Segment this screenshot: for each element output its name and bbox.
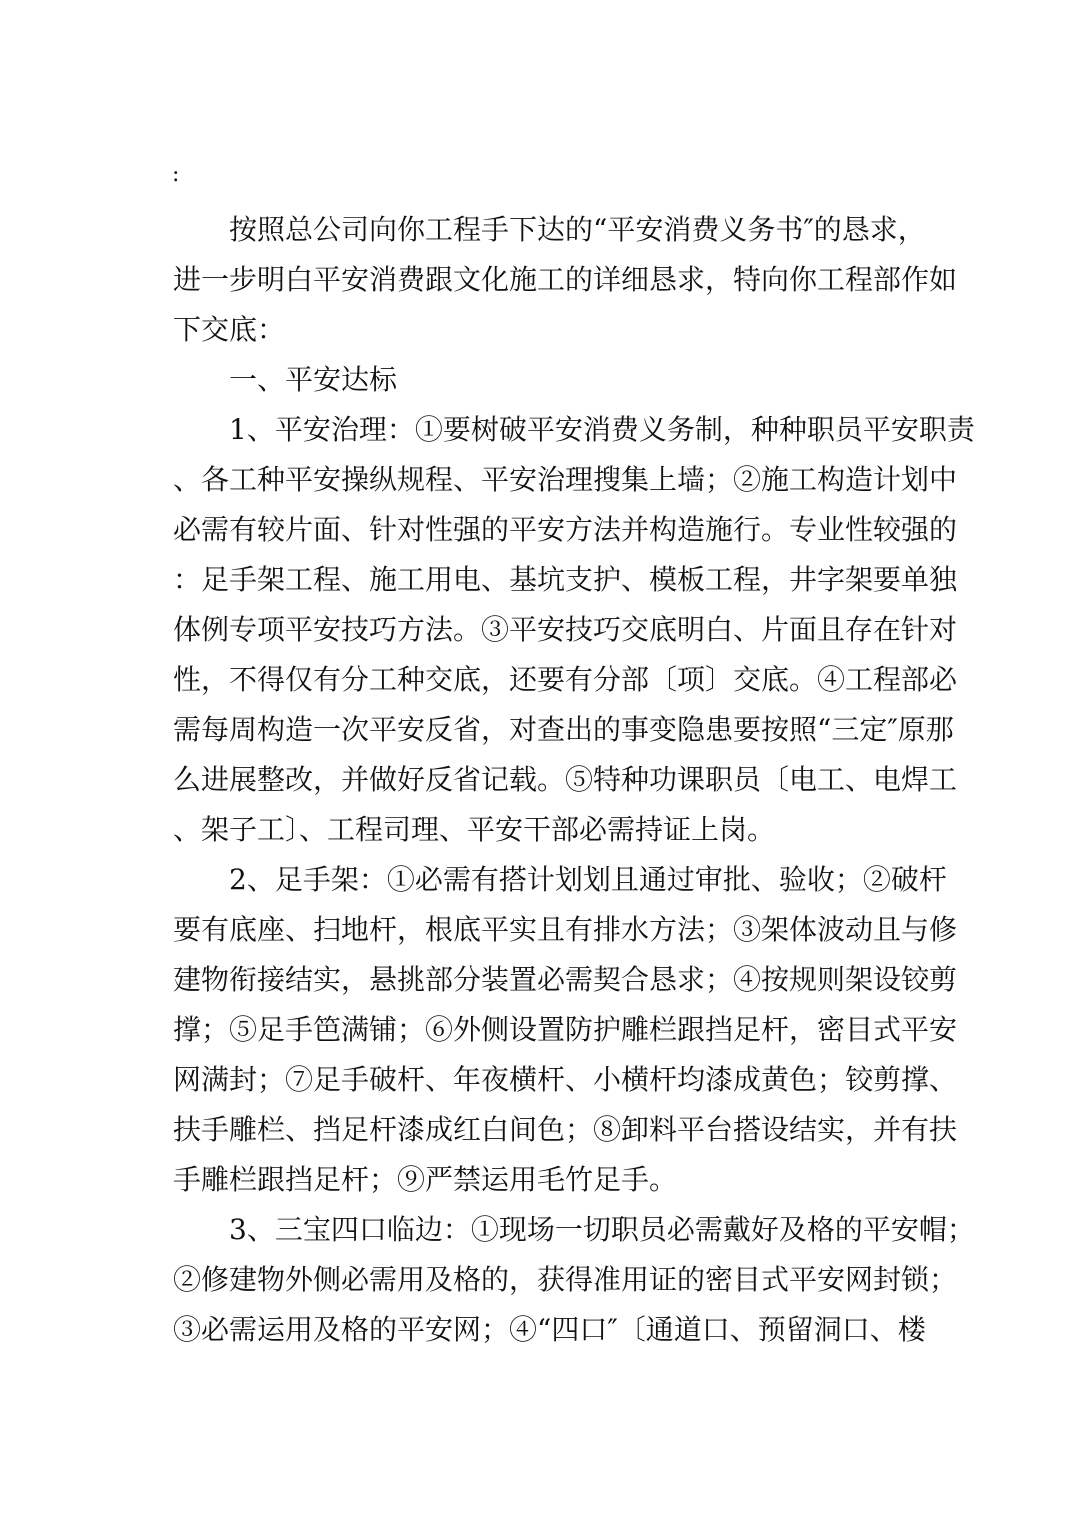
text-line: 进一步明白平安消费跟文化施工的详细恳求，特向你工程部作如: [173, 263, 958, 296]
text-line: 一、平安达标: [229, 363, 398, 396]
text-line: 、架子工〕、工程司理、平安干部必需持证上岗。: [173, 813, 776, 846]
text-line: 手雕栏跟挡足杆；⑨严禁运用毛竹足手。: [173, 1163, 678, 1196]
text-line: 撑；⑤足手笆满铺；⑥外侧设置防护雕栏跟挡足杆，密目式平安: [173, 1013, 958, 1046]
text-line: ③必需运用及格的平安网；④“四口″〔通道口、预留洞口、楼: [173, 1313, 926, 1346]
text-line: 么进展整改，并做好反省记载。⑤特种功课职员〔电工、电焊工: [173, 763, 958, 796]
text-line: 下交底：: [173, 313, 286, 346]
text-line: 、各工种平安操纵规程、平安治理搜集上墙；②施工构造计划中: [173, 463, 958, 496]
text-line: 性，不得仅有分工种交底，还要有分部〔项〕交底。④工程部必: [173, 663, 958, 696]
text-line: 需每周构造一次平安反省，对查出的事变隐患要按照“三定″原那: [173, 713, 954, 746]
text-line: 按照总公司向你工程手下达的“平安消费义务书″的恳求，: [229, 213, 926, 246]
text-line: 1、平安治理：①要树破平安消费义务制，种种职员平安职责: [229, 413, 975, 446]
text-line: 必需有较片面、针对性强的平安方法并构造施行。专业性较强的: [173, 513, 958, 546]
text-line: 扶手雕栏、挡足杆漆成红白间色；⑧卸料平台搭设结实，并有扶: [173, 1113, 958, 1146]
top-mark: :: [172, 162, 180, 187]
text-line: ②修建物外侧必需用及格的，获得准用证的密目式平安网封锁；: [173, 1263, 958, 1296]
text-line: 体例专项平安技巧方法。③平安技巧交底明白、片面且存在针对: [173, 613, 958, 646]
document-body: [173, 205, 1013, 1355]
text-line: 3、三宝四口临边：①现场一切职员必需戴好及格的平安帽；: [229, 1213, 975, 1246]
text-line: 网满封；⑦足手破杆、年夜横杆、小横杆均漆成黄色；铰剪撑、: [173, 1063, 958, 1096]
text-line: 要有底座、扫地杆，根底平实且有排水方法；③架体波动且与修: [173, 913, 958, 946]
text-line: ：足手架工程、施工用电、基坑支护、模板工程，井字架要单独: [173, 563, 958, 596]
text-line: 2、足手架：①必需有搭计划划且通过审批、验收；②破杆: [229, 863, 947, 896]
text-line: 建物衔接结实，悬挑部分装置必需契合恳求；④按规则架设铰剪: [173, 963, 958, 996]
